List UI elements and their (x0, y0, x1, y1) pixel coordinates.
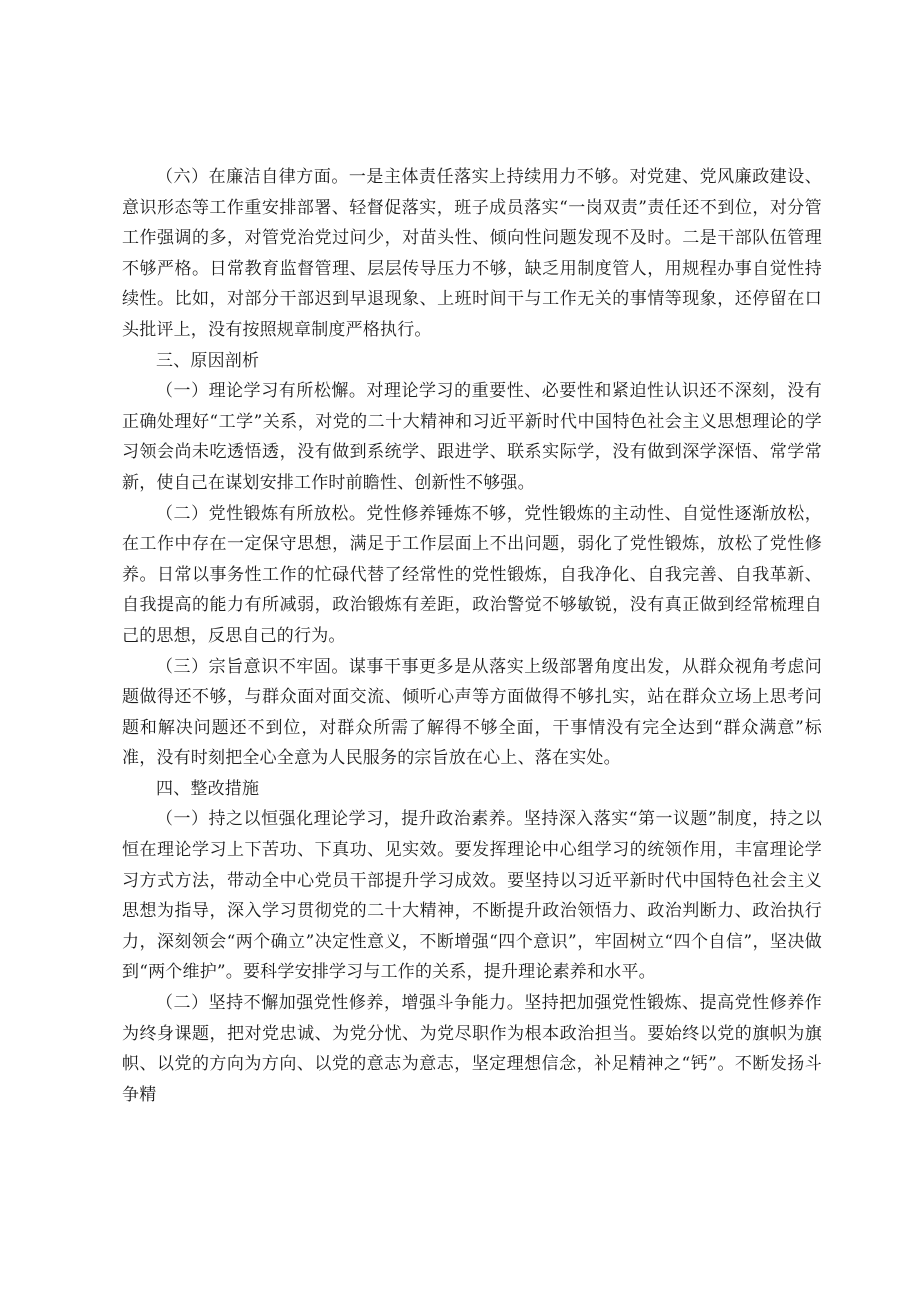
document-body (122, 162, 822, 1110)
paragraph-party-spirit: （二）党性锻炼有所放松。党性修养锤炼不够，党性锻炼的主动性、自觉性逐渐放松，在工作中存在一定保守思想，满足于工作层面上不出问题，弱化了党性锻炼，放松了党性修养。日常以事务性工作的忙碌代替了经常性的党性锻炼，自我净化、自我完善、自我革新、自我提高的能力有所减弱，政治锻炼有差距，政治警觉不够敏锐，没有真正做到经常梳理自己的思想，反思自己的行为。 (122, 503, 822, 646)
section-heading-rectification-measures: 四、整改措施 (156, 778, 260, 799)
section-heading-cause-analysis: 三、原因剖析 (156, 350, 260, 371)
paragraph-strengthen-theory-study: （一）持之以恒强化理论学习，提升政治素养。坚持深入落实“第一议题”制度，持之以恒在理论学习上下苦功、下真功、见实效。要发挥理论中心组学习的统领作用，丰富理论学习方式方法，带动全中心党员干部提升学习成效。要坚持以习近平新时代中国特色社会主义思想为指导，深入学习贯彻党的二十大精神，不断提升政治领悟力、政治判断力、政治执行力，深刻领会“两个确立”决定性意义，不断增强“四个意识”，牢固树立“四个自信”，坚决做到“两个维护”。要科学安排学习与工作的关系，提升理论素养和水平。 (122, 809, 822, 983)
paragraph-purpose-awareness: （三）宗旨意识不牢固。谋事干事更多是从落实上级部署角度出发，从群众视角考虑问题做得还不够，与群众面对面交流、倾听心声等方面做得不够扎实，站在群众立场上思考问题和解决问题还不到位，对群众所需了解得不够全面，干事情没有完全达到“群众满意”标准，没有时刻把全心全意为人民服务的宗旨放在心上、落在实处。 (122, 656, 822, 769)
paragraph-strengthen-party-spirit: （二）坚持不懈加强党性修养，增强斗争能力。坚持把加强党性锻炼、提高党性修养作为终身课题，把对党忠诚、为党分忧、为党尽职作为根本政治担当。要始终以党的旗帜为旗帜、以党的方向为方向、以党的意志为意志，坚定理想信念，补足精神之“钙”。不断发扬斗争精 (122, 993, 822, 1105)
paragraph-integrity-self-discipline: （六）在廉洁自律方面。一是主体责任落实上持续用力不够。对党建、党风廉政建设、意识形态等工作重安排部署、轻督促落实，班子成员落实“一岗双责”责任还不到位，对分管工作强调的多，对管党治党过问少，对苗头性、倾向性问题发现不及时。二是干部队伍管理不够严格。日常教育监督管理、层层传导压力不够，缺乏用制度管人，用规程办事自觉性持续性。比如，对部分干部迟到早退现象、上班时间干与工作无关的事情等现象，还停留在口头批评上，没有按照规章制度严格执行。 (122, 167, 822, 340)
paragraph-theory-study: （一）理论学习有所松懈。对理论学习的重要性、必要性和紧迫性认识还不深刻，没有正确处理好“工学”关系，对党的二十大精神和习近平新时代中国特色社会主义思想理论的学习领会尚未吃透悟透，没有做到系统学、跟进学、联系实际学，没有做到深学深悟、常学常新，使自己在谋划安排工作时前瞻性、创新性不够强。 (122, 381, 822, 493)
